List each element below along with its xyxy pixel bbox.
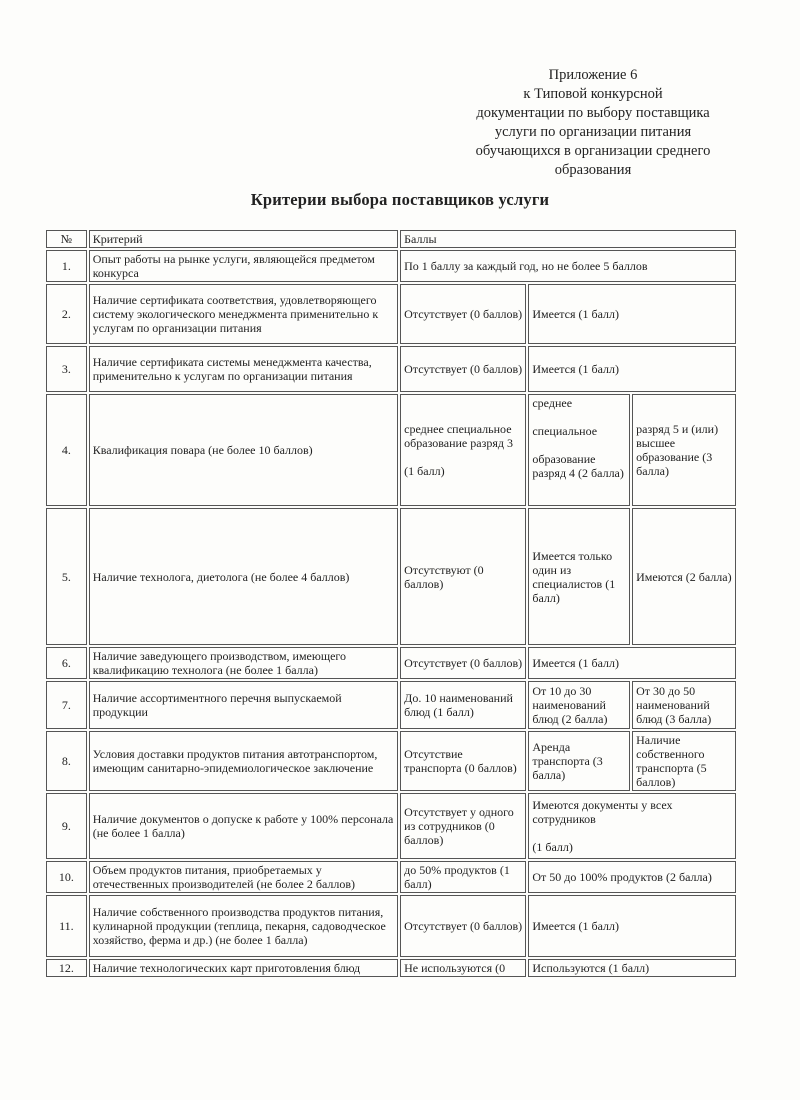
cell-text: (1 балл) [404,464,445,478]
row-points-cell: Имеются (2 балла) [632,508,736,645]
header-num: № [46,230,87,248]
row-criterion: Наличие технолога, диетолога (не более 4 баллов) [89,508,398,645]
row-criterion: Наличие заведующего производством, имеющего квалификацию технолога (не более 1 балла) [89,647,398,679]
row-number: 11. [46,895,87,957]
table-header-row [46,230,736,248]
header-line: услуги по организации питания [494,124,692,140]
row-number: 8. [46,731,87,791]
table-row [46,647,736,679]
row-points-cell: Отсутствует (0 баллов) [400,647,526,679]
row-number: 7. [46,681,87,729]
header-criterion: Критерий [89,230,398,248]
row-points-cell: Не используются (0 [400,959,526,977]
cell-text: среднее специальное образование разряд 3 [404,422,513,450]
row-criterion: Наличие сертификата системы менеджмента качества, применительно к услугам по организации питания [89,346,398,392]
row-points-cell: От 50 до 100% продуктов (2 балла) [528,861,736,893]
row-points-cell: По 1 баллу за каждый год, но не более 5 баллов [400,250,736,282]
row-points-cell [528,793,736,859]
header-line: обучающихся в организации среднего [475,143,711,159]
row-criterion: Объем продуктов питания, приобретаемых у отечественных производителей (не более 2 баллов) [89,861,398,893]
cell-text: образование разряд 4 (2 балла) [532,452,624,480]
table-row [46,959,736,977]
row-points-cell: Имеется (1 балл) [528,346,736,392]
row-number: 9. [46,793,87,859]
row-number: 2. [46,284,87,344]
row-points-cell: Аренда транспорта (3 балла) [528,731,630,791]
row-points-cell: Наличие собственного транспорта (5 баллов) [632,731,736,791]
row-points-cell: Имеется (1 балл) [528,284,736,344]
row-points-cell: Имеется только один из специалистов (1 балл) [528,508,630,645]
row-number: 10. [46,861,87,893]
row-criterion: Наличие технологических карт приготовления блюд [89,959,398,977]
row-points-cell: Отсутствуют (0 баллов) [400,508,526,645]
table-row [46,346,736,392]
row-points-cell: Отсутствует (0 баллов) [400,284,526,344]
header-points: Баллы [400,230,736,248]
row-points-cell: Имеется (1 балл) [528,647,736,679]
row-points-cell: Используются (1 балл) [528,959,736,977]
cell-text: специальное [532,424,598,438]
cell-text: (1 балл) [532,840,573,854]
header-line: документации по выбору поставщика [476,105,710,121]
document-header [458,66,728,180]
table-row [46,895,736,957]
row-points-cell: Отсутствует (0 баллов) [400,895,526,957]
row-number: 6. [46,647,87,679]
row-points-cell: От 30 до 50 наименований блюд (3 балла) [632,681,736,729]
row-criterion: Условия доставки продуктов питания автотранспортом, имеющим санитарно-эпидемиологическое заключение [89,731,398,791]
row-points-cell: Имеется (1 балл) [528,895,736,957]
table-row [46,284,736,344]
row-criterion: Наличие ассортиментного перечня выпускаемой продукции [89,681,398,729]
row-points-cell: Отсутствует у одного из сотрудников (0 баллов) [400,793,526,859]
row-points-cell [400,394,526,506]
criteria-table [44,228,738,979]
document-title: Критерии выбора поставщиков услуги [250,190,550,209]
row-criterion: Квалификация повара (не более 10 баллов) [89,394,398,506]
header-line: Приложение 6 [548,67,638,83]
row-points-cell: до 50% продуктов (1 балл) [400,861,526,893]
header-line: к Типовой конкурсной [523,86,663,102]
table-row [46,250,736,282]
row-points-cell [528,394,630,506]
row-points-cell: разряд 5 и (или) высшее образование (3 балла) [632,394,736,506]
table-row [46,793,736,859]
row-criterion: Наличие собственного производства продуктов питания, кулинарной продукции (теплица, пекарня, садоводческое хозяйство, ферма и др.) (не более 1 балла) [89,895,398,957]
cell-text: среднее [532,396,573,410]
row-criterion: Наличие сертификата соответствия, удовлетворяющего систему экологического менеджмента применительно к услугам по организации питания [89,284,398,344]
cell-text: Имеются документы у всех сотрудников [532,798,673,826]
table-row [46,861,736,893]
table-row [46,731,736,791]
row-points-cell: Отсутствует (0 баллов) [400,346,526,392]
header-line: образования [554,162,632,178]
table-row [46,681,736,729]
table-row [46,508,736,645]
row-points-cell: До. 10 наименований блюд (1 балл) [400,681,526,729]
row-points-cell: Отсутствие транспорта (0 баллов) [400,731,526,791]
row-points-cell: От 10 до 30 наименований блюд (2 балла) [528,681,630,729]
row-number: 1. [46,250,87,282]
row-number: 12. [46,959,87,977]
row-criterion: Опыт работы на рынке услуги, являющейся предметом конкурса [89,250,398,282]
row-number: 4. [46,394,87,506]
row-criterion: Наличие документов о допуске к работе у 100% персонала (не более 1 балла) [89,793,398,859]
row-number: 3. [46,346,87,392]
row-number: 5. [46,508,87,645]
table-row [46,394,736,506]
